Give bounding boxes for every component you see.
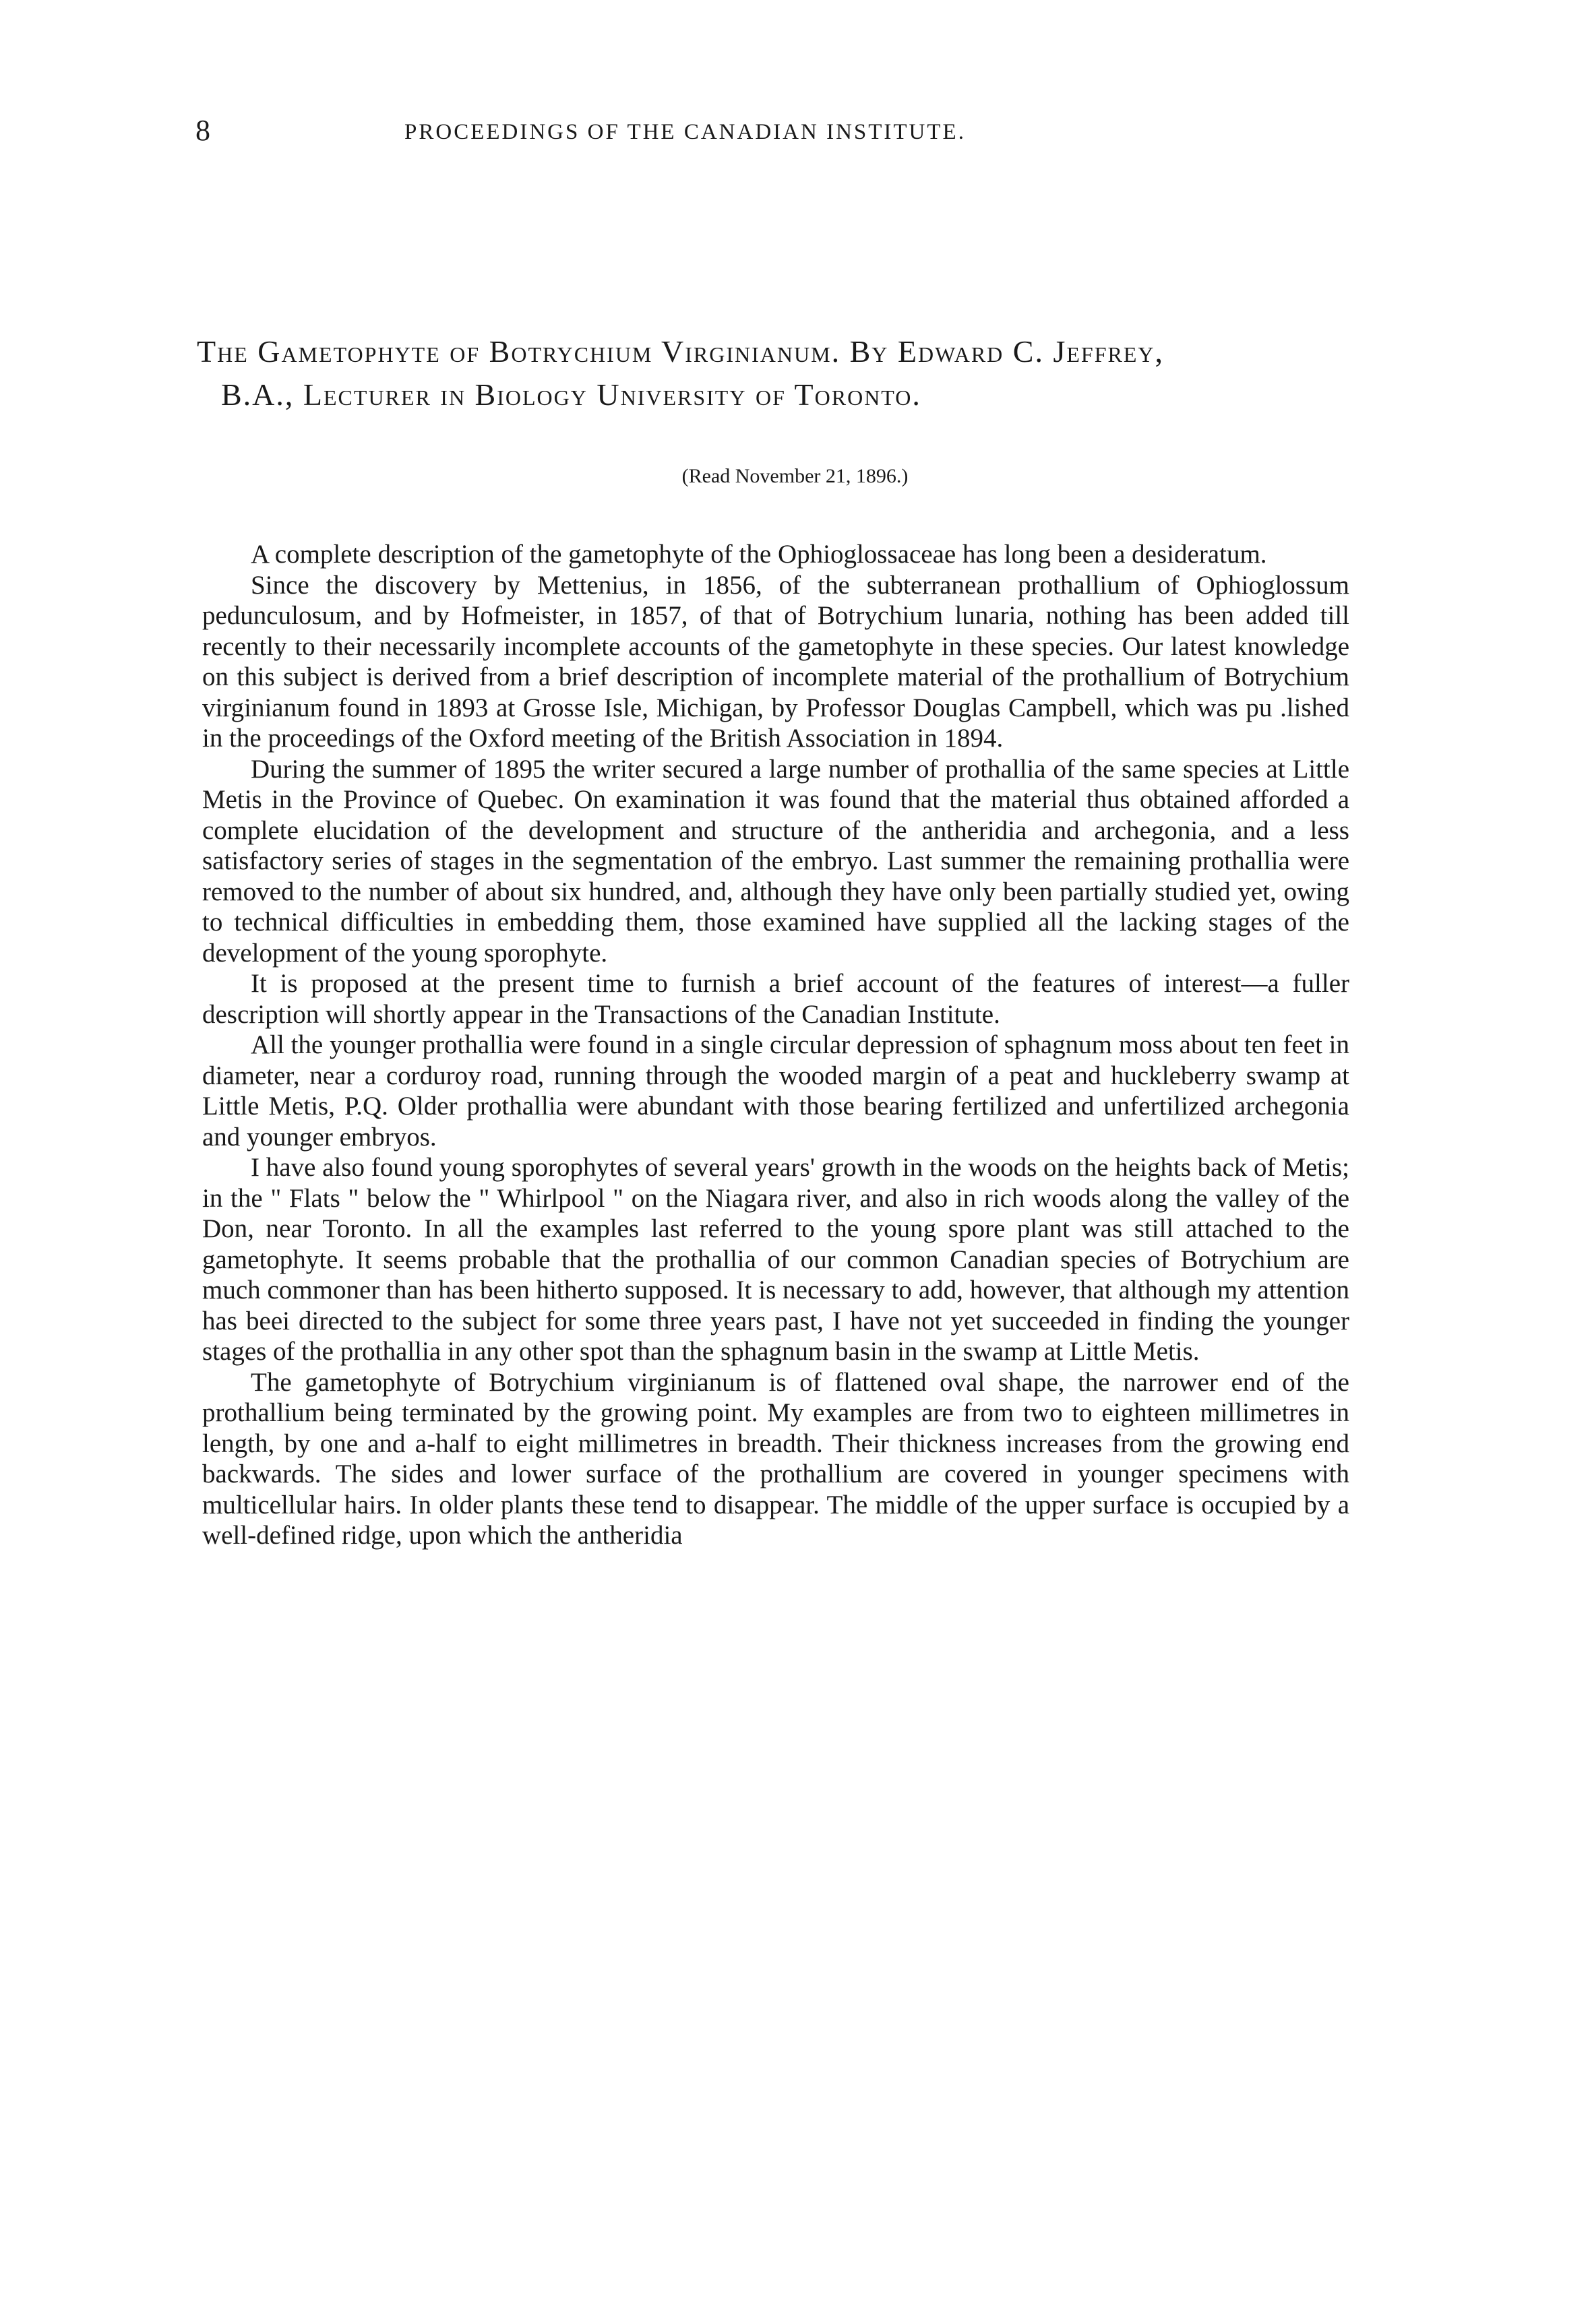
- paragraph: I have also found young sporophytes of several years' growth in the woods on the heights back of Metis; in the " Flats " below the " Whirlpool " on the Niagara river, and also in rich woods along the valley of the Don, near Toronto. In all the examples last referred to the young spore plant was still attached to the gametophyte. It seems probable that the prothallia of our common Canadian species of Botrychium are much commoner than has been hitherto supposed. It is necessary to add, however, that although my attention has beei directed to the subject for some three years past, I have not yet succeeded in finding the younger stages of the prothallia in any other spot than the sphagnum basin in the swamp at Little Metis.: [202, 1153, 1349, 1366]
- running-head: PROCEEDINGS OF THE CANADIAN INSTITUTE.: [404, 120, 966, 144]
- paragraph: During the summer of 1895 the writer secured a large number of prothallia of the same species at Little Metis in the Province of Quebec. On examination it was found that the material thus obtained afforded a complete elucidation of the development and structure of the antheridia and archegonia, and a less satisfactory series of stages in the segmentation of the embryo. Last summer the remaining prothallia were removed to the number of about six hundred, and, although they have only been partially studied yet, owing to technical difficulties in embedding them, those examined have supplied all the lacking stages of the development of the young sporophyte.: [202, 754, 1349, 968]
- title-line-2: B.A., Lecturer in Biology University of Toronto.: [221, 377, 921, 412]
- page-number: 8: [195, 114, 210, 147]
- paragraph: Since the discovery by Mettenius, in 1856, of the subterranean prothallium of Ophioglossum pedunculosum, and by Hofmeister, in 1857, of that of Botrychium lunaria, nothing has been added till recently to their necessarily incomplete accounts of the gametophyte in these species. Our latest knowledge on this subject is derived from a brief description of incomplete material of the prothallium of Botrychium virginianum found in 1893 at Grosse Isle, Michigan, by Professor Douglas Campbell, which was pu .lished in the proceedings of the Oxford meeting of the British Association in 1894.: [202, 570, 1349, 753]
- title-line-1: The Gametophyte of Botrychium Virginianum. By Edward C. Jeffrey,: [197, 334, 1165, 369]
- article-body: [202, 539, 1349, 1551]
- read-date-note: (Read November 21, 1896.): [681, 465, 909, 487]
- paragraph: All the younger prothallia were found in a single circular depression of sphagnum moss about ten feet in diameter, near a corduroy road, running through the wooded margin of a peat and huckleberry swamp at Little Metis, P.Q. Older prothallia were abundant with those bearing fertilized and unfertilized archegonia and younger embryos.: [202, 1030, 1349, 1152]
- paragraph: The gametophyte of Botrychium virginianum is of flattened oval shape, the narrower end of the prothallium being terminated by the growing point. My examples are from two to eighteen millimetres in length, by one and a-half to eight millimetres in breadth. Their thickness increases from the growing end backwards. The sides and lower surface of the prothallium are covered in younger specimens with multicellular hairs. In older plants these tend to disappear. The middle of the upper surface is occupied by a well-defined ridge, upon which the antheridia: [202, 1367, 1349, 1550]
- paragraph: It is proposed at the present time to furnish a brief account of the features of interest—a fuller description will shortly appear in the Transactions of the Canadian Institute.: [202, 969, 1349, 1029]
- article-title: [197, 330, 1356, 416]
- paragraph: A complete description of the gametophyte of the Ophioglossaceae has long been a desideratum.: [251, 540, 1267, 569]
